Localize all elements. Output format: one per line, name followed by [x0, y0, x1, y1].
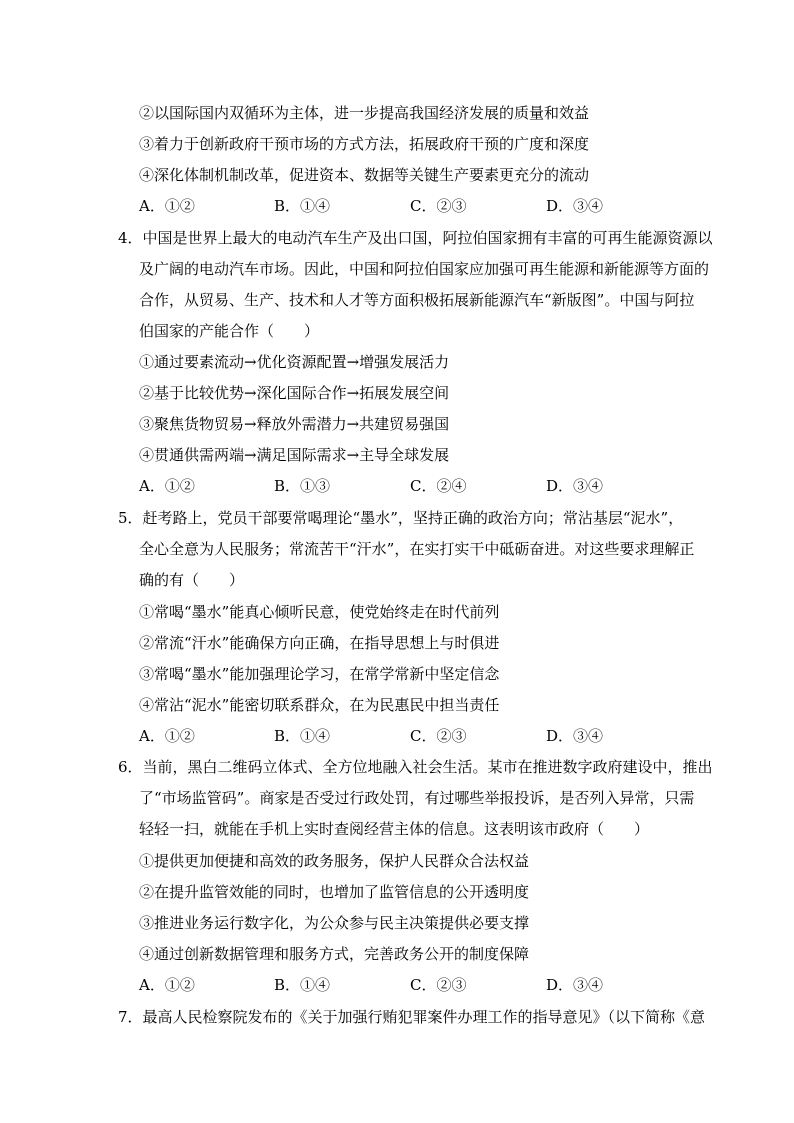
- q3-option-a[interactable]: A．①②: [139, 197, 195, 215]
- q6-item-4: ④通过创新数据管理和服务方式，完善政务公开的制度保障: [139, 945, 530, 963]
- q4-stem-line-4: 伯国家的产能合作（ ）: [139, 322, 320, 340]
- q6-option-c[interactable]: C．②③: [410, 976, 467, 994]
- q6-option-d[interactable]: D．③④: [546, 976, 604, 994]
- q6-item-2: ②在提升监管效能的同时，也增加了监管信息的公开透明度: [139, 883, 530, 901]
- q6-stem-line-2: 了“市场监管码”。商家是否受过行政处罚，有过哪些举报投诉，是否列入异常，只需: [139, 789, 695, 807]
- q6-item-3: ③推进业务运行数字化，为公众参与民主决策提供必要支撑: [139, 914, 530, 932]
- q4-stem-line-3: 合作，从贸易、生产、技术和人才等方面积极拓展新能源汽车“新版图”。中国与阿拉: [139, 291, 695, 309]
- q4-item-1: ①通过要素流动→优化资源配置→增强发展活力: [139, 353, 450, 371]
- q3-option-c[interactable]: C．②③: [410, 197, 467, 215]
- q7-stem-line-1: 7．最高人民检察院发布的《关于加强行贿犯罪案件办理工作的指导意见》（以下简称《意: [118, 1008, 706, 1026]
- q4-item-2: ②基于比较优势→深化国际合作→拓展发展空间: [139, 384, 450, 402]
- q6-stem-line-1: 6．当前，黑白二维码立体式、全方位地融入社会生活。某市在推进数字政府建设中，推出: [118, 758, 713, 776]
- q5-stem-line-2: 全心全意为人民服务；常流苦干“汗水”，在实打实干中砥砺奋进。对这些要求理解正: [139, 540, 695, 558]
- q4-option-b[interactable]: B．①③: [274, 477, 331, 495]
- q5-option-d[interactable]: D．③④: [546, 727, 604, 745]
- q3-item-3: ③着力于创新政府干预市场的方式方法，拓展政府干预的广度和深度: [139, 135, 590, 153]
- q6-option-a[interactable]: A．①②: [139, 976, 195, 994]
- q3-item-2: ②以国际国内双循环为主体，进一步提高我国经济发展的质量和效益: [139, 104, 590, 122]
- q5-item-3: ③常喝“墨水”能加强理论学习，在常学常新中坚定信念: [139, 665, 500, 683]
- q5-item-2: ②常流“汗水”能确保方向正确，在指导思想上与时俱进: [139, 634, 500, 652]
- q6-option-b[interactable]: B．①④: [274, 976, 331, 994]
- q3-option-b[interactable]: B．①④: [274, 197, 331, 215]
- q4-item-4: ④贯通供需两端→满足国际需求→主导全球发展: [139, 446, 450, 464]
- q5-option-b[interactable]: B．①④: [274, 727, 331, 745]
- q6-stem-line-3: 轻轻一扫，就能在手机上实时查阅经营主体的信息。这表明该市政府（ ）: [139, 820, 650, 838]
- q5-option-c[interactable]: C．②③: [410, 727, 467, 745]
- q3-option-d[interactable]: D．③④: [546, 197, 604, 215]
- q5-stem-line-3: 确的有（ ）: [139, 571, 245, 589]
- q4-option-c[interactable]: C．②④: [410, 477, 467, 495]
- q6-item-1: ①提供更加便捷和高效的政务服务，保护人民群众合法权益: [139, 852, 530, 870]
- q3-item-4: ④深化体制机制改革，促进资本、数据等关键生产要素更充分的流动: [139, 166, 590, 184]
- q4-stem-line-1: 4．中国是世界上最大的电动汽车生产及出口国，阿拉伯国家拥有丰富的可再生能源资源以: [118, 229, 713, 247]
- q5-stem-line-1: 5．赶考路上，党员干部要常喝理论“墨水”，坚持正确的政治方向；常沾基层“泥水”，: [118, 509, 684, 527]
- q5-item-4: ④常沾“泥水”能密切联系群众，在为民惠民中担当责任: [139, 696, 500, 714]
- q4-option-a[interactable]: A．①②: [139, 477, 195, 495]
- q4-item-3: ③聚焦货物贸易→释放外需潜力→共建贸易强国: [139, 415, 450, 433]
- q5-option-a[interactable]: A．①②: [139, 727, 195, 745]
- q4-option-d[interactable]: D．③④: [546, 477, 604, 495]
- q5-item-1: ①常喝“墨水”能真心倾听民意，使党始终走在时代前列: [139, 603, 500, 621]
- q4-stem-line-2: 及广阔的电动汽车市场。因此，中国和阿拉伯国家应加强可再生能源和新能源等方面的: [139, 260, 710, 278]
